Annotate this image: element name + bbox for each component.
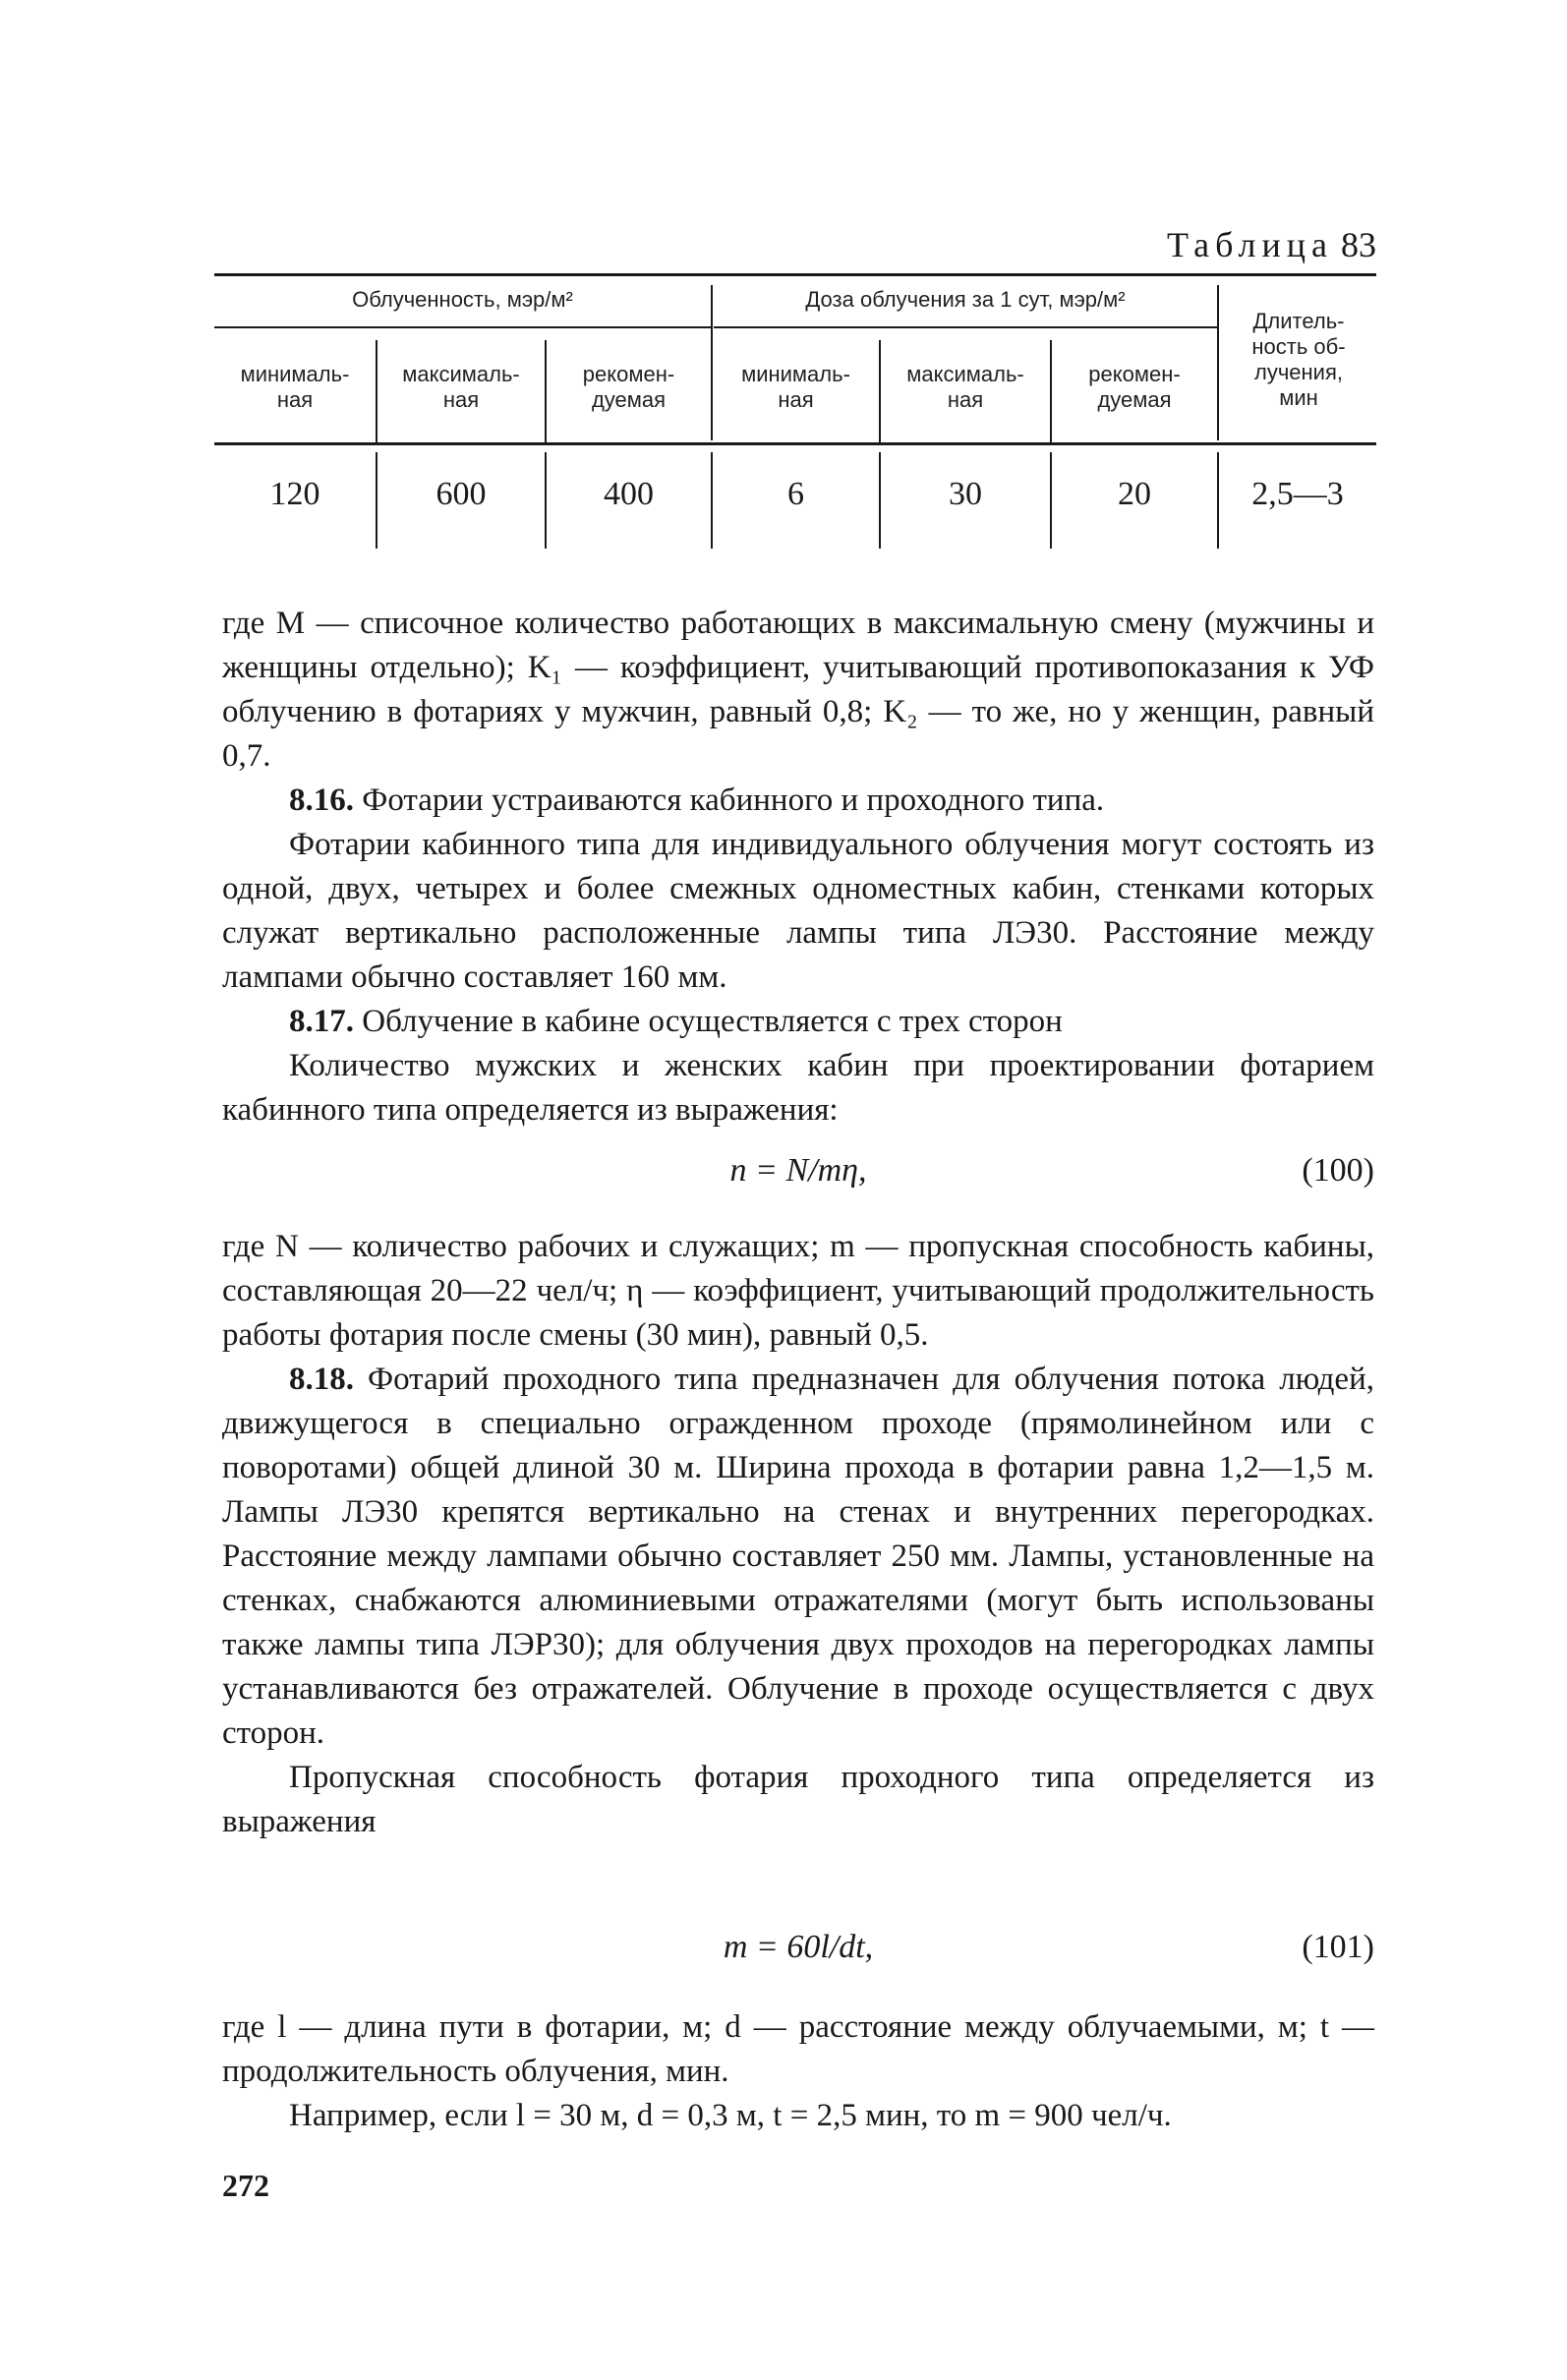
header-irradiance: Облученность, мэр/м² [352, 287, 573, 312]
subheader-min-1 [214, 362, 376, 413]
paragraph-8-16 [222, 779, 1374, 823]
formula-101 [222, 1929, 1374, 1974]
section-number: 8.17. [289, 1004, 354, 1039]
subheader-text: рекомен- [582, 362, 675, 386]
paragraph-text: Фотарий проходного типа предназначен для облучения потока людей, движущегося в специально огражденном проходе (прямолинейном или с поворотами) общей длиной 30 м. Ширина прохода в фотарии равна 1,2—1,5 м. Лампы ЛЭ30 крепятся вертикально на стенах и внутренних перегородках. Расстояние между лампами обычно составляет 250 мм. Лампы, установленные на стенках, снабжаются алюминиевыми отражателями (могут быть использованы также лампы типа ЛЭР30); для облучения двух проходов на перегородках лампы устанавливаются без отражателей. Облучение в проходе осуществляется с двух сторон. [222, 1362, 1374, 1751]
group1-underline [214, 326, 711, 328]
subheader-text: ная [276, 387, 314, 412]
irradiation-table [214, 273, 1376, 568]
header-duration-line2: ность об- [1251, 334, 1346, 359]
table-caption [1111, 224, 1376, 265]
paragraph-8-17 [222, 1000, 1374, 1044]
page-number: 272 [222, 2168, 269, 2203]
paragraph-8-18 [222, 1358, 1374, 1756]
table-top-rule [214, 273, 1376, 276]
text-block-3 [222, 2005, 1374, 2138]
subheader-text: минималь- [240, 362, 350, 386]
subheader-min-2 [713, 362, 879, 413]
cell-irradiance-min: 120 [269, 476, 320, 512]
group2-underline [714, 326, 1217, 328]
cell-irradiance-max: 600 [435, 476, 487, 512]
formula-100-expression: n = N/mη, [729, 1152, 867, 1189]
paragraph-cabin-type: Фотарии кабинного типа для индивидуального облучения могут состоять из одной, двух, четырех и более смежных одноместных кабин, стенками которых служат вертикально расположенные лампы типа ЛЭ30. Расстояние между лампами обычно составляет 160 мм. [222, 827, 1374, 995]
cell-irradiance-rec: 400 [604, 476, 654, 512]
subheader-max-1 [377, 362, 545, 413]
formula-101-number: (101) [1302, 1929, 1374, 1965]
text-block-2 [222, 1225, 1374, 1844]
paragraph-throughput: Пропускная способность фотария проходного типа определяется из выражения [222, 1760, 1374, 1839]
paragraph-where-n: где N — количество рабочих и служащих; m — пропускная способность кабины, составляющая 20—22 чел/ч; η — коэффициент, учитывающий продолжительность работы фотария после смены (30 мин), равный 0,5. [222, 1229, 1374, 1353]
header-daily-dose: Доза облучения за 1 сут, мэр/м² [805, 287, 1126, 312]
table-caption-number: 83 [1341, 225, 1376, 264]
paragraph-example: Например, если l = 30 м, d = 0,3 м, t = 2,5 мин, то m = 900 чел/ч. [289, 2098, 1172, 2133]
section-number: 8.16. [289, 783, 354, 818]
subheader-text: ная [442, 387, 480, 412]
paragraph-cabin-count: Количество мужских и женских кабин при проектировании фотарием кабинного типа определяется из выражения: [222, 1048, 1374, 1128]
subheader-text: ная [947, 387, 984, 412]
cell-dose-min: 6 [787, 476, 804, 512]
header-duration-line3: лучения, [1254, 360, 1343, 384]
paragraph-text: Облучение в кабине осуществляется с трех сторон [354, 1004, 1063, 1039]
header-duration-line1: Длитель- [1252, 309, 1345, 333]
section-number: 8.18. [289, 1362, 354, 1397]
paragraph-where-l: где l — длина пути в фотарии, м; d — расстояние между облучаемыми, м; t — продолжительность облучения, мин. [222, 2009, 1374, 2089]
header-duration [1221, 309, 1376, 411]
duration-divider [1217, 285, 1219, 440]
subheader-text: дуемая [591, 387, 667, 412]
formula-100-number: (100) [1302, 1152, 1374, 1189]
formula-100 [222, 1152, 1374, 1197]
cell-duration: 2,5—3 [1251, 476, 1344, 512]
subheader-text: максималь- [402, 362, 520, 386]
subheader-max-2 [881, 362, 1050, 413]
paragraph-text: Фотарии устраиваются кабинного и проходного типа. [354, 783, 1105, 818]
header-duration-line4: мин [1279, 385, 1318, 410]
subheader-text: минималь- [741, 362, 850, 386]
subheader-text: рекомен- [1088, 362, 1181, 386]
subheader-rec-2 [1052, 362, 1217, 413]
subheader-rec-1 [547, 362, 711, 413]
cell-dose-max: 30 [949, 476, 982, 512]
text-block-1 [222, 602, 1374, 1132]
subheader-text: ная [778, 387, 814, 412]
formula-101-expression: m = 60l/dt, [723, 1929, 874, 1965]
subheader-text: максималь- [906, 362, 1024, 386]
header-bottom-rule [214, 442, 1376, 445]
cell-dose-rec: 20 [1118, 476, 1151, 512]
subheader-text: дуемая [1097, 387, 1172, 412]
paragraph-where-m: где M — списочное количество работающих в максимальную смену (мужчины и женщины отдельно); K₁ — коэффициент, учитывающий противопоказания к УФ облучению в фотариях у мужчин, равный 0,8; K₂ — то же, но у женщин, равный 0,7. [222, 606, 1374, 774]
table-caption-word: Таблица [1167, 225, 1333, 264]
